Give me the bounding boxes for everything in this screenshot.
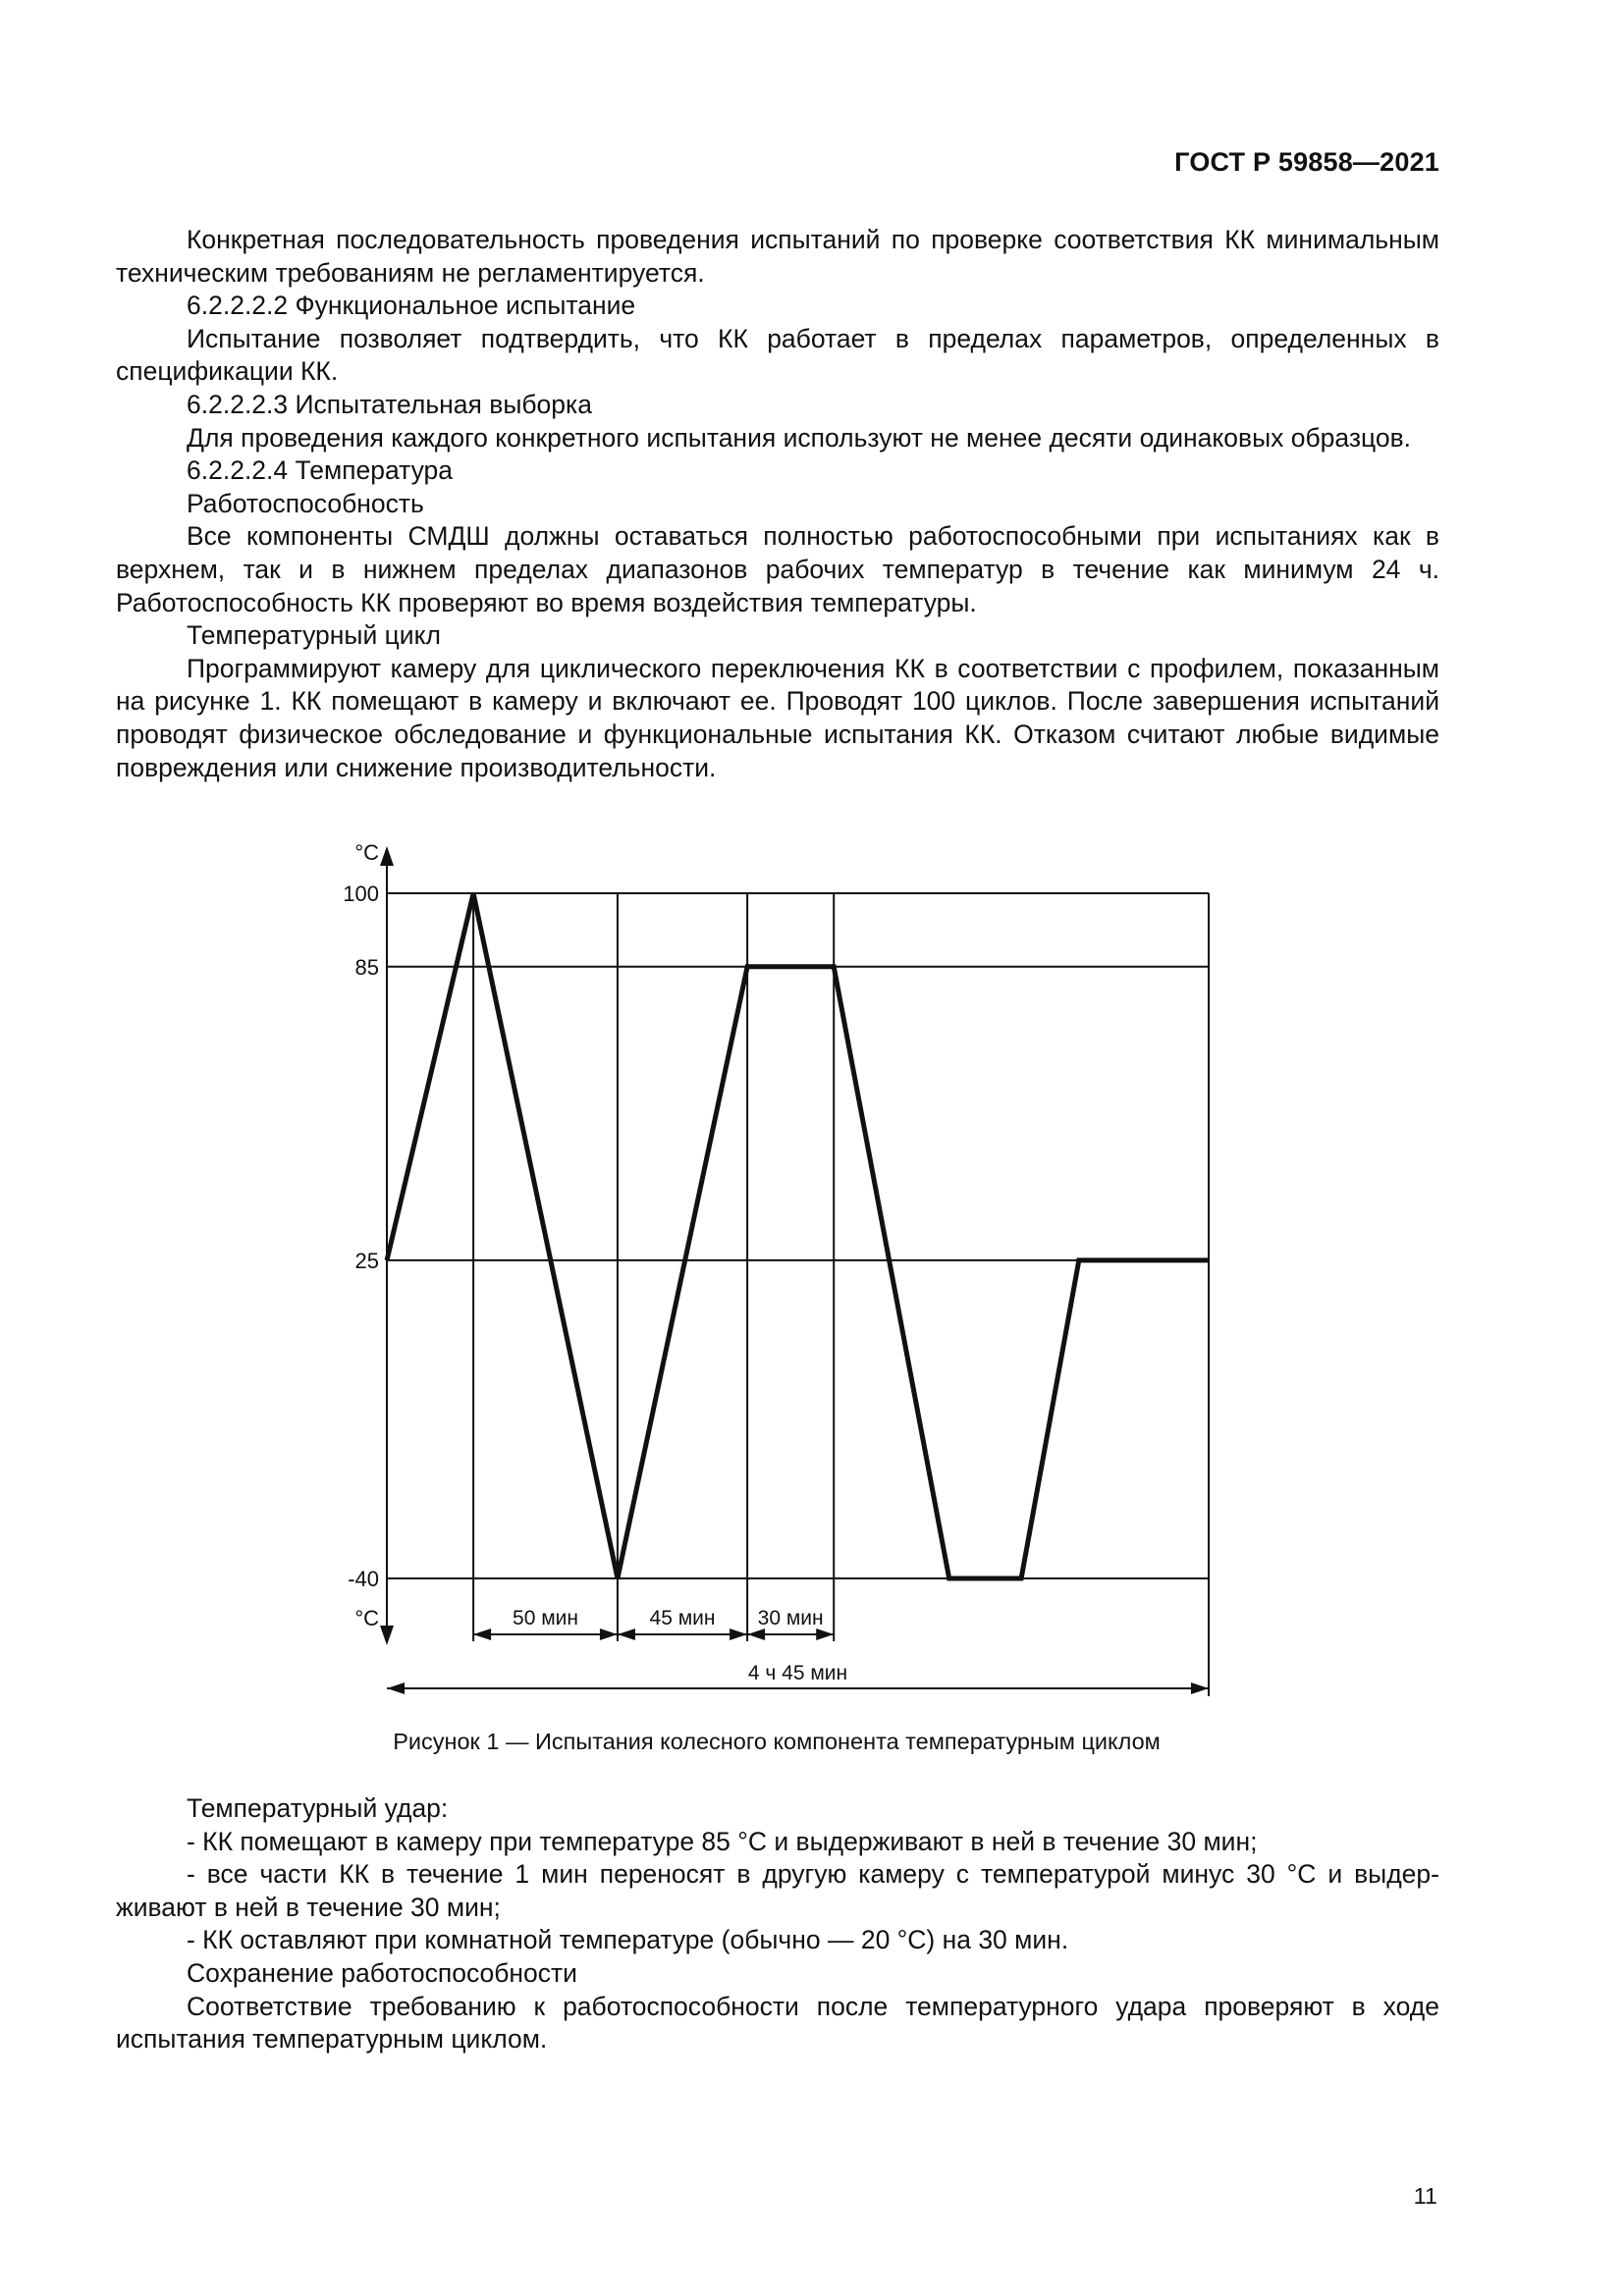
subheading: Сохранение работоспособности — [187, 1957, 577, 1988]
y-unit-label-bottom: °C — [354, 1606, 379, 1630]
list-item: - все части КК в течение 1 мин переносят в другую камеру с температурой минус 30 °С и выдерживают в ней в течение 30 мин; — [116, 1859, 1439, 1922]
y-unit-label-top: °C — [354, 840, 379, 865]
y-tick-label: 85 — [354, 954, 379, 980]
interval-arrow-head — [618, 1629, 635, 1640]
y-tick-label: 25 — [354, 1248, 379, 1273]
interval-arrow-head — [816, 1629, 834, 1640]
y-tick-label: -40 — [348, 1567, 379, 1591]
interval-label: 30 мин — [757, 1607, 824, 1629]
top-text-block — [116, 224, 1439, 784]
bottom-text-block — [116, 1792, 1439, 2056]
total-arrow-head — [387, 1682, 405, 1694]
subheading: Температурный удар: — [187, 1793, 449, 1823]
total-arrow-head — [1191, 1682, 1209, 1694]
interval-arrow-head — [747, 1629, 765, 1640]
y-tick-label: 100 — [343, 881, 379, 906]
interval-arrow-head — [730, 1629, 747, 1640]
paragraph: Испытание позволяет подтвердить, что КК работает в пределах параметров, определенных в спецификации КК. — [116, 323, 1439, 387]
subheading: Работоспособность — [187, 488, 424, 518]
paragraph: Конкретная последовательность проведения испытаний по проверке соответствия КК минимальным техническим требованиям не регламентируется. — [116, 225, 1439, 288]
paragraph: Программируют камеру для циклического переключения КК в соответствии с профилем, показанным на рисунке 1. КК помещают в камеру и включают ее. Проводят 100 циклов. После завершения испытаний проводят физическое обследование и функциональные испытания КК. Отказом считают любые видимые повреждения или снижение производительности. — [116, 653, 1439, 782]
interval-label: 50 мин — [513, 1607, 579, 1629]
section-heading: 6.2.2.2.3 Испытательная выборка — [187, 389, 592, 419]
interval-label: 45 мин — [649, 1607, 716, 1629]
page-number: 11 — [1413, 2183, 1437, 2209]
section-heading: 6.2.2.2.4 Температура — [187, 455, 454, 486]
list-item: - КК оставляют при комнатной температуре (обычно — 20 °С) на 30 мин. — [187, 1925, 1069, 1955]
temperature-cycle-chart — [0, 825, 1624, 1728]
temperature-profile-line — [387, 893, 1209, 1578]
figure-caption: Рисунок 1 — Испытания колесного компонента температурным циклом — [393, 1729, 1161, 1754]
y-axis-arrow-up — [380, 846, 394, 866]
list-item: - КК помещают в камеру при температуре 85 °С и выдерживают в ней в течение 30 мин; — [187, 1826, 1258, 1856]
document-id-header: ГОСТ Р 59858—2021 — [1174, 147, 1439, 177]
total-duration-label: 4 ч 45 мин — [747, 1662, 848, 1684]
interval-arrow-head — [473, 1629, 491, 1640]
figure-1 — [0, 825, 1624, 1806]
interval-arrow-head — [600, 1629, 618, 1640]
paragraph: Все компоненты СМДШ должны оставаться полностью работоспособными при испытаниях как в верхнем, так и в нижнем пределах диапазонов рабочих температур в течение как минимум 24 ч. Работоспособность КК проверяют во время воздействия температуры. — [116, 521, 1439, 617]
subheading: Температурный цикл — [187, 620, 441, 651]
section-heading: 6.2.2.2.2 Функциональное испытание — [187, 291, 636, 321]
paragraph: Для проведения каждого конкретного испытания используют не менее десяти одинаковых образцов. — [187, 422, 1412, 453]
y-axis-arrow-down — [380, 1626, 394, 1645]
paragraph: Соответствие требованию к работоспособности после температурного удара проверяют в ходе испытания температурным циклом. — [116, 1991, 1439, 2055]
